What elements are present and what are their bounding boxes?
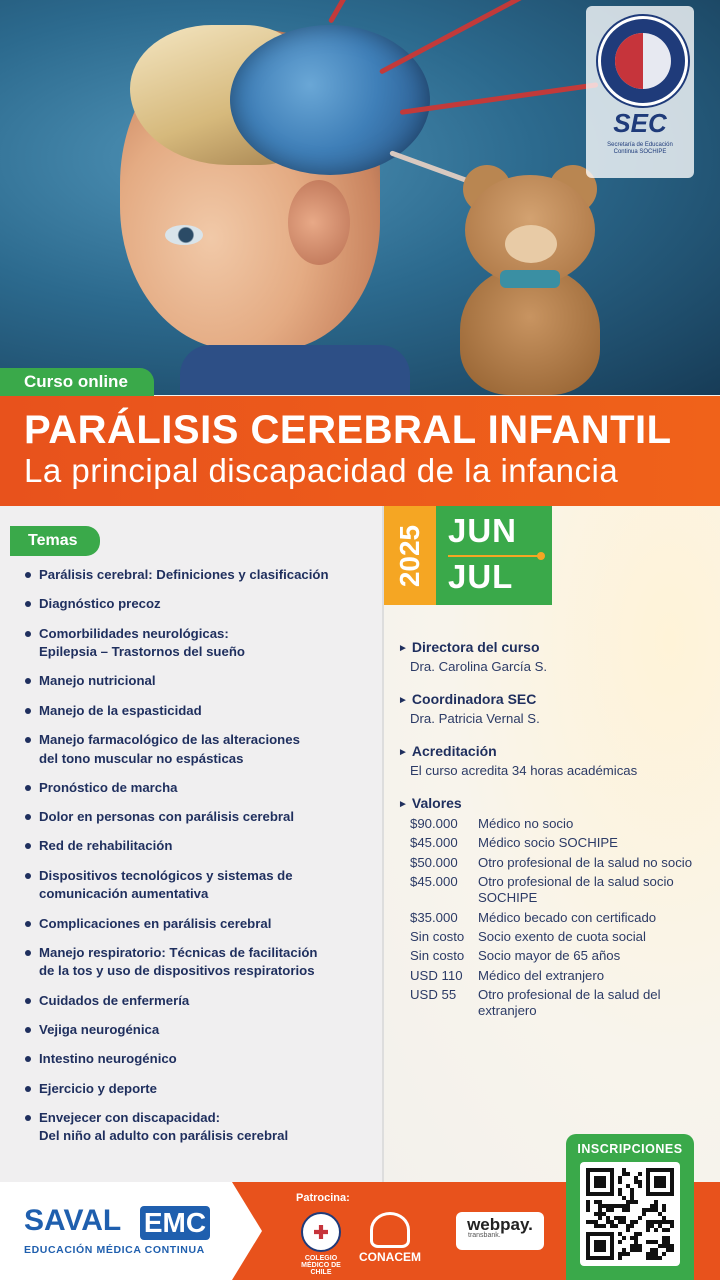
conacem-label: CONACEM [359,1250,421,1264]
topic-item [24,1021,374,1040]
topic-line: Envejecer con discapacidad: [39,1109,221,1125]
topic-item [24,702,374,721]
triangle-bullet-icon: ► [398,747,408,758]
colegio-medico-logo [296,1212,346,1276]
price-value: USD 55 [410,986,457,1002]
coordinadora-name: Dra. Patricia Vernal S. [410,711,540,726]
coordinadora-block [398,691,714,726]
topic-line: Dispositivos tecnológicos y sistemas de [39,867,293,883]
price-row [410,835,718,852]
saval-logo: SAVAL [24,1204,122,1237]
price-description: Socio mayor de 65 años [478,948,621,964]
topic-item [24,672,374,691]
topic-line: Diagnóstico precoz [39,596,161,612]
topic-line: de la tos y uso de dispositivos respiratorios [39,963,315,979]
directora-block [398,639,714,674]
conacem-icon [370,1212,410,1248]
triangle-bullet-icon: ► [398,643,408,654]
colegio-medico-label: COLEGIO MÉDICO DE CHILE [301,1255,341,1276]
topic-line: Manejo de la espasticidad [39,702,202,718]
topic-line: Pronóstico de marcha [39,779,178,795]
topic-line: Manejo respiratorio: Técnicas de facilitación [39,944,318,960]
colegio-medico-icon [301,1212,341,1252]
months-box [436,506,552,605]
price-row [410,987,718,1020]
topic-item [24,625,374,662]
topic-line: Complicaciones en parálisis cerebral [39,915,272,931]
triangle-bullet-icon: ► [398,695,408,706]
course-title: PARÁLISIS CEREBRAL INFANTIL [24,408,672,452]
acreditacion-heading: Acreditación [411,743,497,759]
topic-line: Dolor en personas con parálisis cerebral [39,809,295,825]
topic-item [24,1109,374,1146]
topic-line: Red de rehabilitación [39,838,173,854]
title-band [0,396,720,506]
directora-heading: Directora del curso [411,639,540,655]
price-description: Médico becado con certificado [478,909,657,925]
info-panel [384,506,720,1182]
price-value: $45.000 [410,835,458,851]
qr-code-icon[interactable] [580,1162,680,1266]
emc-logo: EMC [140,1206,210,1240]
topic-item [24,867,374,904]
acreditacion-block [398,743,714,778]
price-description: Médico socio SOCHIPE [478,835,618,851]
topic-line: Manejo nutricional [39,673,156,689]
topic-item [24,595,374,614]
inscripciones-box[interactable] [566,1134,694,1280]
child-shirt [180,345,410,395]
year-box [384,506,436,605]
price-value: Sin costo [410,948,465,964]
topic-line: Ejercicio y deporte [39,1080,157,1096]
inscripciones-label: INSCRIPCIONES [577,1142,683,1156]
course-type-tag: Curso online [0,368,154,396]
sponsor-logos [586,6,694,178]
course-subtitle: La principal discapacidad de la infancia [24,452,619,489]
hero-image [0,0,720,395]
topic-item [24,837,374,856]
topic-item [24,1050,374,1069]
topic-item [24,779,374,798]
directora-name: Dra. Carolina García S. [410,659,548,674]
price-description: Médico del extranjero [478,967,605,983]
webpay-label: webpay. [467,1215,533,1234]
price-row [410,929,718,946]
month-divider [448,555,542,557]
price-description: Otro profesional de la salud del extranjero [478,986,661,1019]
triangle-bullet-icon: ► [398,799,408,810]
patrocina-label: Patrocina: [296,1192,350,1204]
webpay-logo [456,1212,544,1250]
topic-line: Vejiga neurogénica [39,1022,160,1038]
vein-decoration [328,0,392,24]
sec-logo: SEC [613,108,667,138]
price-row [410,855,718,872]
topic-item [24,1080,374,1099]
conacem-logo [350,1212,430,1264]
valores-heading: Valores [411,795,462,811]
price-description: Médico no socio [478,816,574,831]
emc-tagline: EDUCACIÓN MÉDICA CONTINUA [24,1244,205,1256]
pediatria-seal-icon [598,16,688,106]
price-description: Otro profesional de la salud no socio [478,854,693,870]
topic-item [24,992,374,1011]
price-value: $35.000 [410,909,458,925]
teddy-bear [445,165,615,395]
topic-line: del tono muscular no espásticas [39,750,244,766]
topic-line: Intestino neurogénico [39,1051,177,1067]
topic-line: Epilepsia – Trastornos del sueño [39,644,245,660]
child-eye [165,225,203,245]
topic-item [24,808,374,827]
topics-panel [0,506,384,1182]
month-end: JUL [448,558,514,595]
child-ear [288,180,350,265]
price-row [410,968,718,985]
coordinadora-heading: Coordinadora SEC [411,691,537,707]
topic-item [24,566,374,585]
sec-subtitle: Secretaría de Educación Continua SOCHIPE [607,142,673,156]
topic-line: Parálisis cerebral: Definiciones y clasificación [39,567,329,582]
topic-line: Del niño al adulto con parálisis cerebral [39,1128,289,1144]
valores-block [398,795,714,811]
topic-line: Comorbilidades neurológicas: [39,625,229,641]
price-row [410,948,718,965]
price-row [410,874,718,907]
topic-item [24,731,374,768]
topic-item [24,944,374,981]
price-value: Sin costo [410,928,465,944]
topic-item [24,915,374,934]
temas-tag: Temas [10,526,100,556]
topic-line: comunicación aumentativa [39,886,209,902]
acreditacion-text: El curso acredita 34 horas académicas [410,763,638,778]
price-value: $50.000 [410,854,458,870]
price-row [410,816,718,833]
price-description: Socio exento de cuota social [478,928,646,944]
prices-list [410,816,718,1023]
price-description: Otro profesional de la salud socio SOCHIPE [478,873,674,906]
month-start: JUN [448,512,518,549]
year: 2025 [394,524,425,588]
price-row [410,910,718,927]
transbank-label: transbank. [468,1232,501,1239]
topic-line: Manejo farmacológico de las alteraciones [39,732,300,747]
price-value: USD 110 [410,967,463,983]
price-value: $45.000 [410,873,458,889]
topics-list [24,566,374,1157]
price-value: $90.000 [410,816,458,831]
topic-line: Cuidados de enfermería [39,992,190,1008]
